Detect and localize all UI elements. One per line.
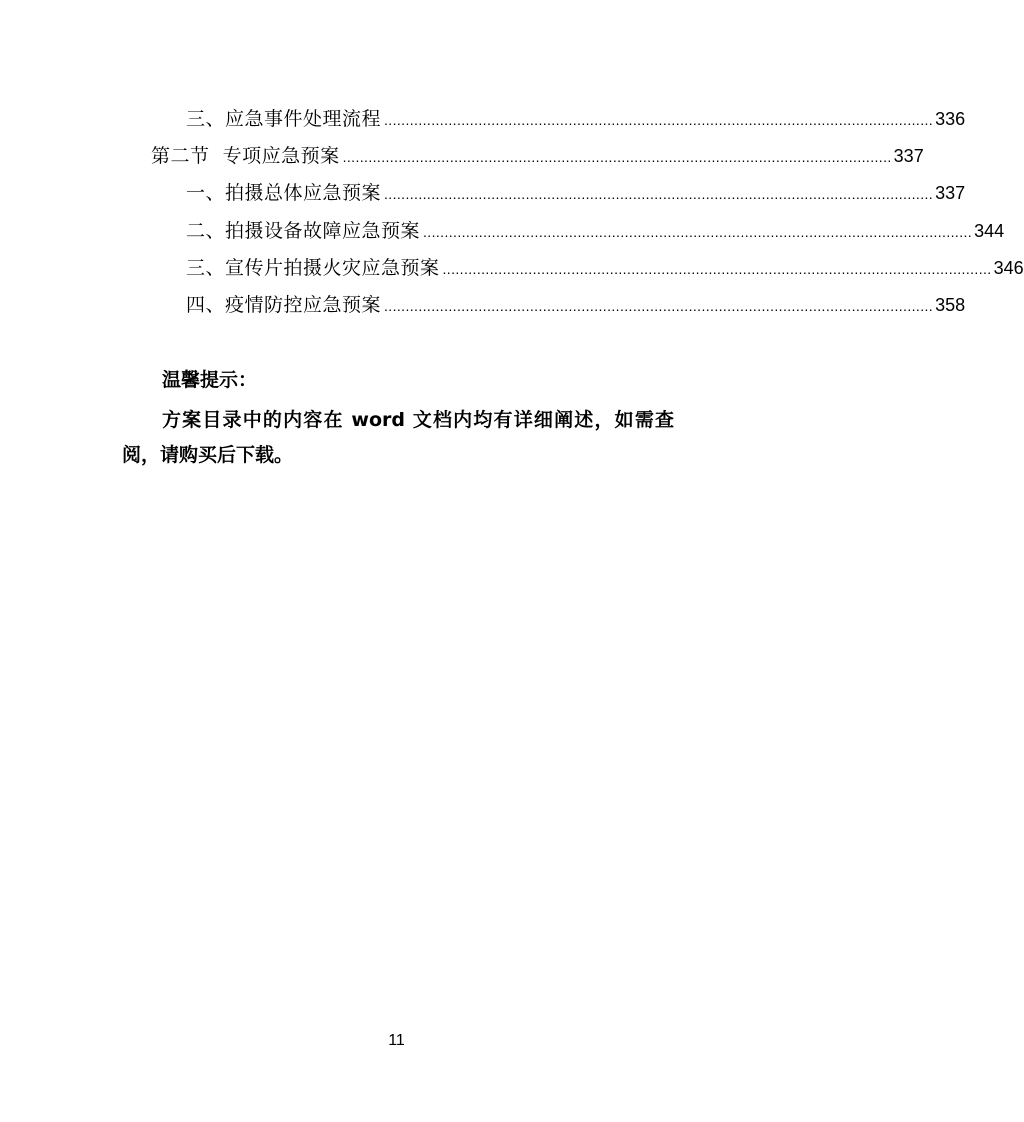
toc-entry-page: 358: [935, 295, 966, 315]
toc-dot-leader: ................................................................................................................................: [384, 112, 934, 128]
toc-entry[interactable]: [186, 292, 966, 318]
toc-entry[interactable]: [186, 218, 1005, 244]
toc-entry-page: 336: [935, 109, 966, 129]
toc-entry-label: 四、疫情防控应急预案: [186, 294, 382, 316]
toc-entry-page: 344: [974, 221, 1005, 241]
toc-entry[interactable]: [186, 106, 966, 132]
toc-entry[interactable]: [186, 255, 1024, 281]
toc-dot-leader: ................................................................................................................................: [442, 261, 992, 277]
toc-dot-leader: ................................................................................................................................: [423, 224, 973, 240]
toc-entry-label: 第二节 专项应急预案: [151, 145, 340, 167]
toc-dot-leader: ................................................................................................................................: [384, 186, 934, 202]
notice-body: 方案目录中的内容在 word 文档内均有详细阐述，如需查阅，请购买后下载。: [122, 409, 674, 466]
toc-entry[interactable]: [186, 180, 966, 206]
toc-dot-leader: ................................................................................................................................: [384, 298, 934, 314]
toc-entry-page: 337: [893, 146, 924, 166]
toc-entry-label: 二、拍摄设备故障应急预案: [186, 220, 421, 242]
toc-dot-leader: ................................................................................................................................: [342, 149, 892, 165]
toc-entry-page: 337: [935, 183, 966, 203]
toc-entry-label: 三、宣传片拍摄火灾应急预案: [186, 257, 440, 279]
page-number: 11: [388, 1032, 405, 1049]
toc-entry-label: 一、拍摄总体应急预案: [186, 182, 382, 204]
toc-entry-page: 346: [993, 258, 1024, 278]
toc-entry[interactable]: [151, 143, 924, 169]
toc-entry-label: 三、应急事件处理流程: [186, 108, 382, 130]
notice-title: 温馨提示：: [162, 369, 258, 391]
